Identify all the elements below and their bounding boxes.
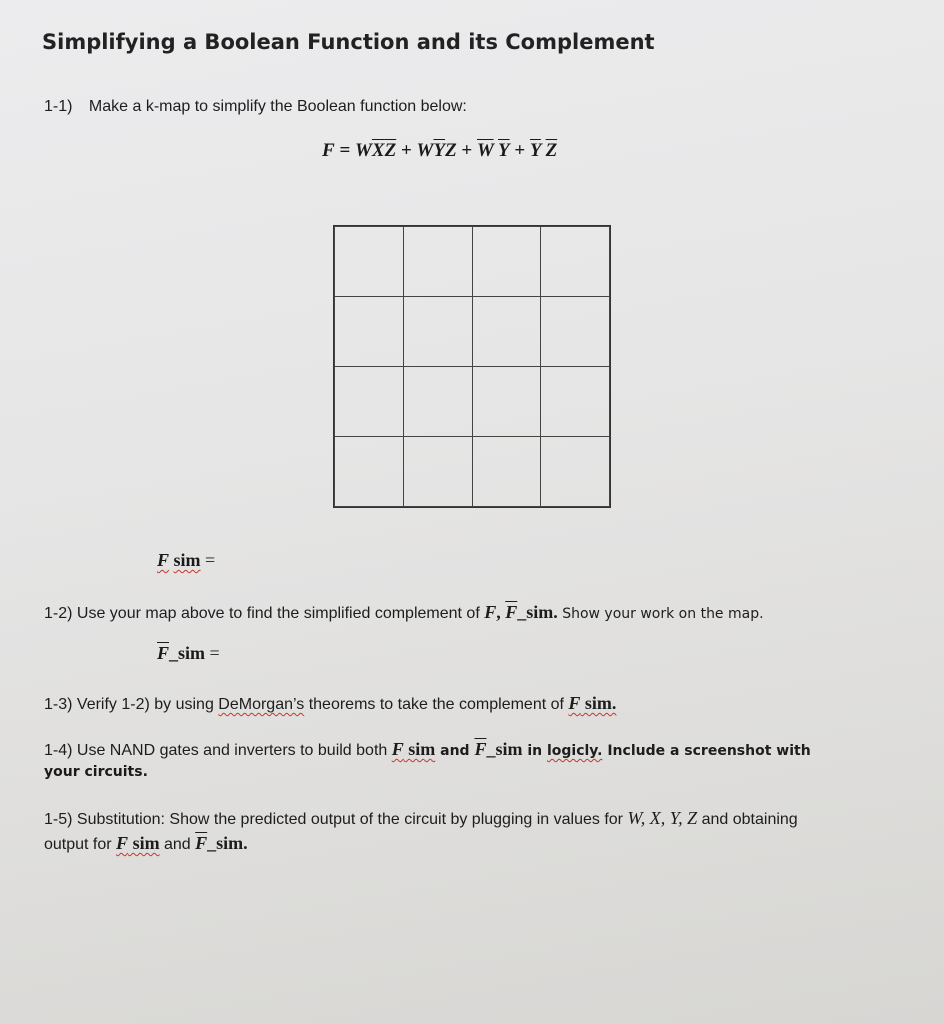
kmap-row — [335, 227, 610, 297]
demorgan-word: DeMorgan’s — [218, 696, 305, 713]
equation-lhs: F — [322, 140, 335, 161]
kmap-grid — [334, 226, 610, 507]
term-2: $W\overline{Y}Z$ — [416, 140, 457, 161]
kmap-cell[interactable] — [472, 297, 541, 367]
question-1-5: 1-5) Substitution: Show the predicted output of the circuit by plugging in values for W, X, Y, Z and obtaining — [44, 808, 798, 828]
kmap-cell[interactable] — [472, 437, 541, 507]
f-sim-answer-line: F sim = — [157, 550, 216, 570]
kmap-cell[interactable] — [541, 367, 610, 437]
kmap-cell[interactable] — [472, 227, 541, 297]
question-text: Make a k-map to simplify the Boolean function below: — [88, 98, 467, 115]
fbar-sim-answer-line: $\overline{F}\_sim$ = — [157, 643, 220, 663]
kmap-cell[interactable] — [541, 227, 610, 297]
kmap-cell[interactable] — [403, 297, 472, 367]
kmap-row — [335, 437, 610, 507]
kmap-cell[interactable] — [335, 437, 404, 507]
kmap-cell[interactable] — [335, 227, 404, 297]
boolean-equation: $F = W\overline{X}\overline{Z} + W\overline{Y}Z + \overline{W}$ $\overline{Y} + \overline{Y}$ $\overline{Z}$ — [322, 140, 558, 161]
page-title: Simplifying a Boolean Function and its Complement — [42, 30, 655, 54]
question-1-2: 1-2) Use your map above to find the simplified complement of F, $\overline{F}\_sim$. Show your work on the map. — [44, 602, 764, 622]
kmap-cell[interactable] — [541, 437, 610, 507]
term-4: $\overline{Y}$ $\overline{Z}$ — [529, 140, 558, 161]
question-label: 1-1) — [44, 98, 73, 115]
kmap-cell[interactable] — [472, 367, 541, 437]
question-1-4: 1-4) Use NAND gates and inverters to build both F sim and $\overline{F}\_sim$ in logicly. Include a screenshot with — [44, 739, 811, 759]
kmap-cell[interactable] — [403, 367, 472, 437]
question-1-1 — [44, 98, 467, 116]
question-1-5-line2: output for F sim and $\overline{F}\_sim$. — [44, 833, 248, 853]
kmap-cell[interactable] — [335, 297, 404, 367]
term-1: $W\overline{X}\overline{Z}$ — [355, 140, 397, 161]
term-3: $\overline{W}$ $\overline{Y}$ — [477, 140, 510, 161]
question-1-3: 1-3) Verify 1-2) by using DeMorgan’s theorems to take the complement of F sim. — [44, 693, 617, 713]
karnaugh-map — [333, 225, 611, 508]
kmap-row — [335, 297, 610, 367]
kmap-cell[interactable] — [335, 367, 404, 437]
kmap-row — [335, 367, 610, 437]
kmap-cell[interactable] — [541, 297, 610, 367]
kmap-cell[interactable] — [403, 227, 472, 297]
kmap-cell[interactable] — [403, 437, 472, 507]
question-1-4-line2: your circuits. — [44, 764, 148, 780]
